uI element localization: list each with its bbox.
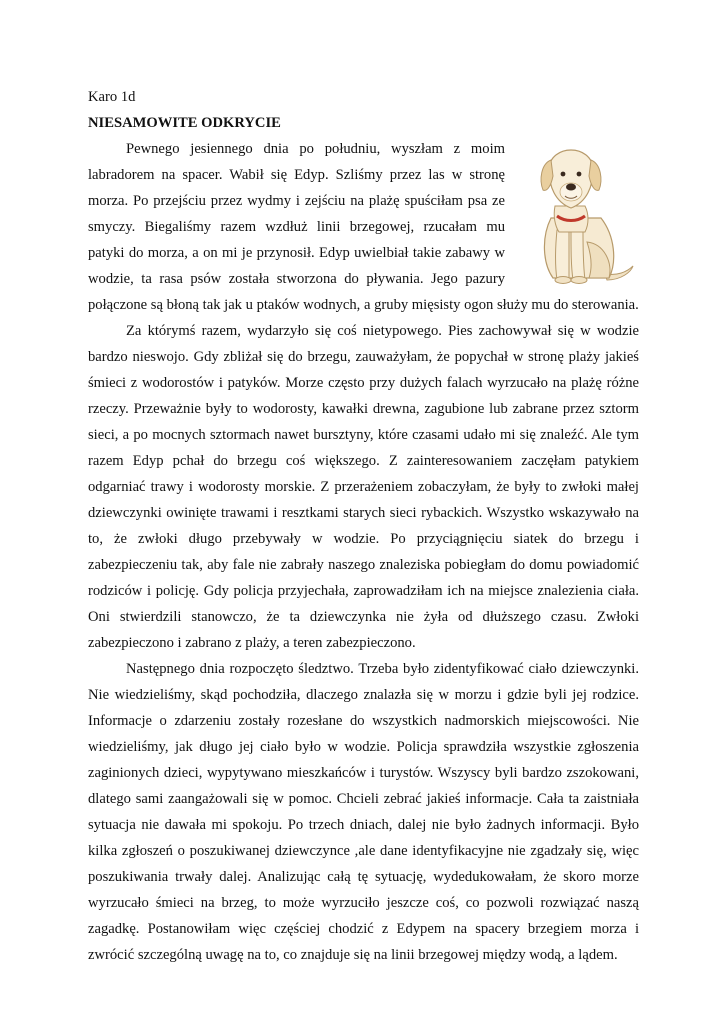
labrador-dog-illustration	[513, 146, 639, 286]
paragraph: Za którymś razem, wydarzyło się coś nietypowego. Pies zachowywał się w wodzie bardzo nieswojo. Gdy zbliżał się do brzegu, zauważyłam, że popychał w stronę plaży jakieś śmieci z wodorostów i patyków. Morze często przy dużych falach wyrzucało na plażę różne rzeczy. Przeważnie były to wodorosty, kawałki drewna, zagubione lub zabrane przez sztorm sieci, a po mocnych sztormach nawet bursztyny, które czasami udało mi się znaleźć. Ale tym razem Edyp pchał do brzegu coś większego. Z zainteresowaniem zaczęłam patykiem odgarniać trawy i wodorosty morskie. Z przerażeniem zobaczyłam, że były to zwłoki małej dziewczynki owinięte trawami i resztkami starych sieci rybackich. Wszystko wskazywało na to, że zwłoki długo przebywały w wodzie. Po przyciągnięciu siatek do brzegu i zabezpieczeniu tak, aby fale nie zabrały naszego znaleziska pobiegłam do domu powiadomić rodziców i policję. Gdy policja przyjechała, zaprowadziłam ich na miejsce znalezienia ciała. Oni stwierdzili stanowczo, że ta dziewczynka nie żyła od dłuższego czasu. Zwłoki zabezpieczono i zabrano z plaży, a teren zabezpieczono.	[88, 323, 639, 651]
labrador-dog-icon	[513, 146, 639, 286]
document-title: NIESAMOWITE ODKRYCIE	[88, 115, 281, 131]
class-label: Karo 1d	[88, 89, 136, 105]
document-body	[88, 84, 639, 968]
paragraph: Pewnego jesiennego dnia po południu, wyszłam z moim labradorem na spacer. Wabił się Edyp. Szliśmy przez las w stronę morza. Po przejściu przez wydmy i zejściu na plażę spuściłam psa ze smyczy. Biegaliśmy razem wzdłuż linii brzegowej, rzucałam mu patyki do morza, a on mi je przynosił. Edyp uwielbiał takie zabawy w wodzie, ta rasa psów została stworzona do pływania. Jego pazury połączone są błoną tak jak u ptaków wodnych, a gruby mięsisty ogon służy mu do sterowania.	[88, 141, 639, 313]
paragraph: Następnego dnia rozpoczęto śledztwo. Trzeba było zidentyfikować ciało dziewczynki. Nie wiedzieliśmy, skąd pochodziła, dlaczego znalazła się w morzu i gdzie byli jej rodzice. Informacje o zdarzeniu zostały rozesłane do wszystkich nadmorskich miejscowości. Nie wiedzieliśmy, jak długo jej ciało było w wodzie. Policja sprawdziła wszystkie zgłoszenia zaginionych dzieci, wypytywano mieszkańców i turystów. Wszyscy byli bardzo zszokowani, dlatego sami zaangażowali się w pomoc. Chcieli zebrać jakieś informacje. Cała ta zaistniała sytuacja nie dawała mi spokoju. Po trzech dniach, dalej nie było żadnych informacji. Było kilka zgłoszeń o poszukiwanej dziewczynce ,ale dane identyfikacyjne nie zgadzały się, więc poszukiwania trwały dalej. Analizując całą tę sytuację, wydedukowałam, że skoro morze wyrzucało śmieci na brzeg, to może wyrzuciło jeszcze coś, co pozwoli rozwiązać naszą zagadkę. Postanowiłam więc częściej chodzić z Edypem na spacery brzegiem morza i zwrócić szczególną uwagę na to, co znajduje się na linii brzegowej między wodą, a lądem.	[88, 661, 639, 963]
